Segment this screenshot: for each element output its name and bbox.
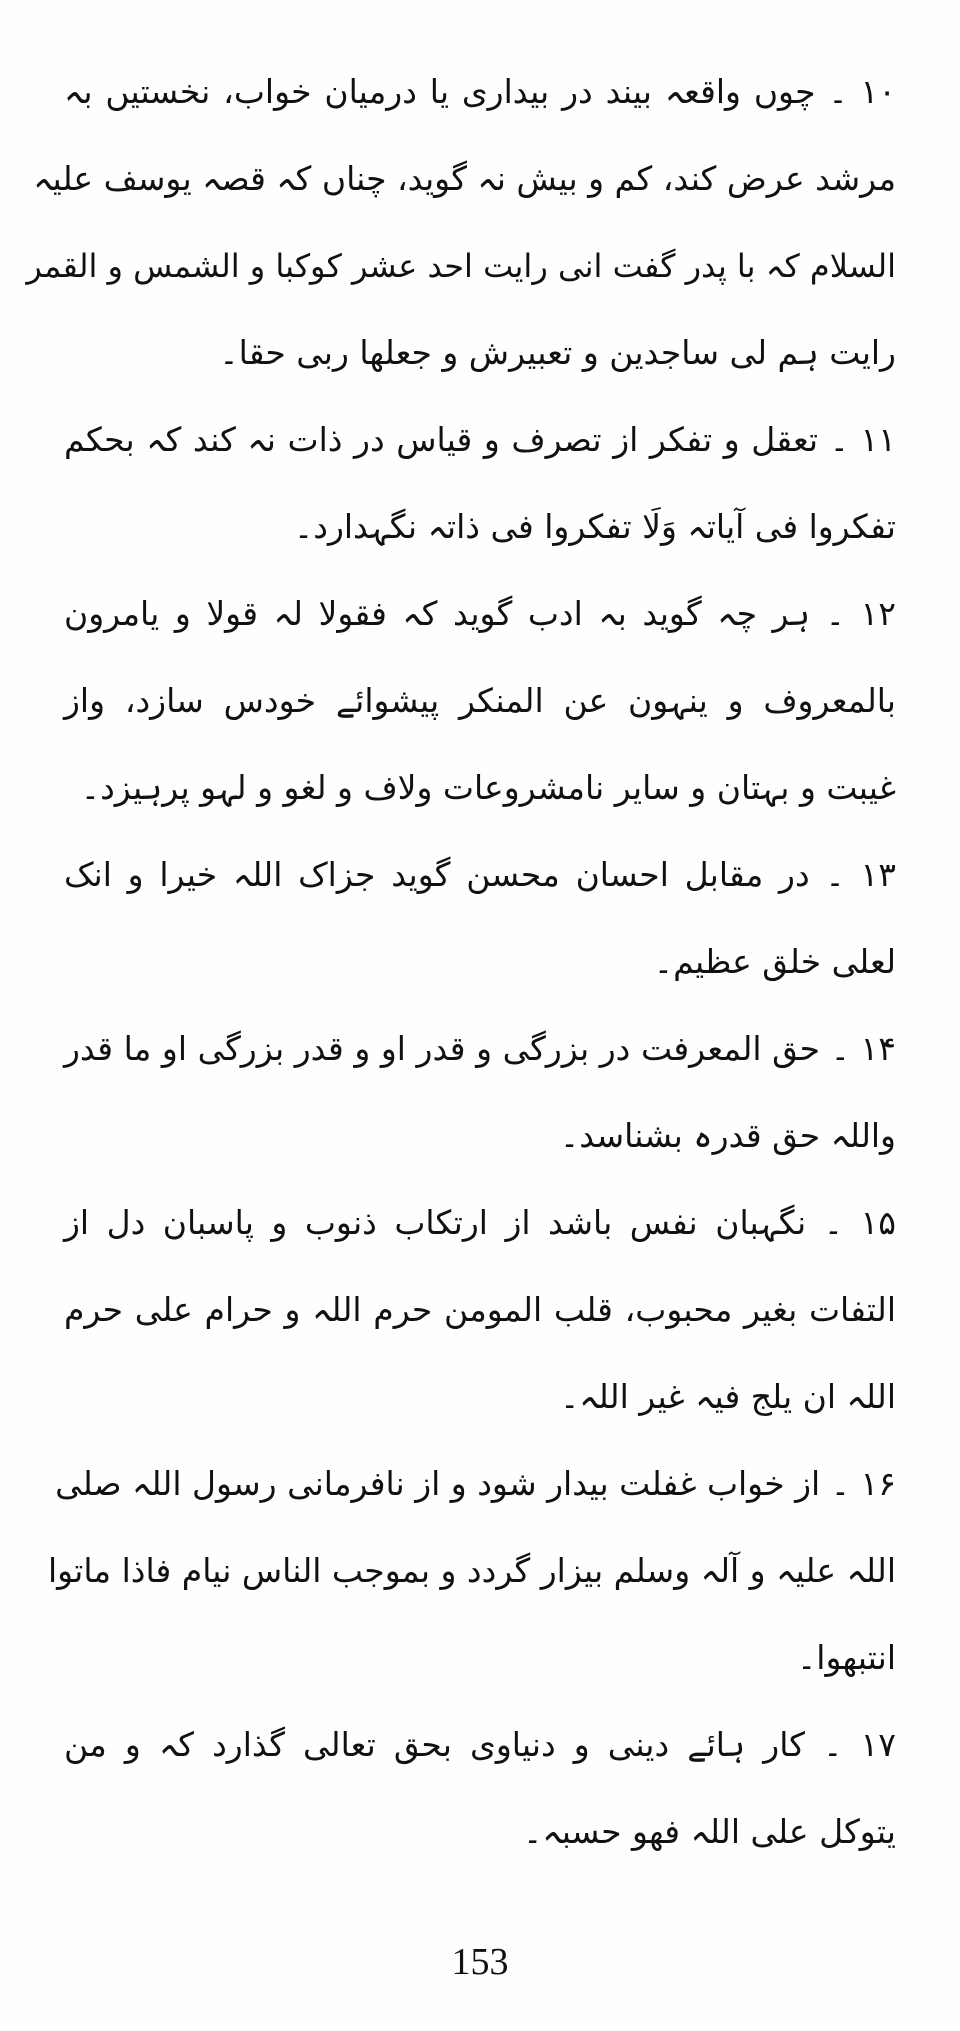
text-line-13: واللہ حق قدرہ بشناسد۔	[559, 1116, 896, 1155]
text-line-17: ۱۶ ۔ از خواب غفلت بیدار شود و از نافرمانی رسول اللہ صلی	[55, 1464, 896, 1503]
text-line-20: ۱۷ ۔ کار ہائے دینی و دنیاوی بحق تعالی گذارد کہ و من	[64, 1725, 896, 1764]
text-line-3: السلام کہ با پدر گفت انی رایت احد عشر کوکبا و الشمس و القمر	[26, 247, 896, 285]
text-line-7: ۱۲ ۔ ہر چہ گوید بہ ادب گوید کہ فقولا لہ قولا و یامرون	[64, 594, 896, 633]
text-line-8: بالمعروف و ینہون عن المنکر پیشوائے خودس سازد، واز	[64, 681, 896, 720]
text-line-2: مرشد عرض کند، کم و بیش نہ گوید، چناں کہ قصہ یوسف علیہ	[33, 159, 896, 198]
text-line-12: ۱۴ ۔ حق المعرفت در بزرگی و قدر او و قدر بزرگی او ما قدر	[64, 1029, 896, 1068]
text-line-11: لعلی خلق عظیم۔	[653, 942, 896, 981]
text-line-5: ۱۱ ۔ تعقل و تفکر از تصرف و قیاس در ذات نہ کند کہ بحکم	[64, 420, 896, 459]
page-number: 153	[451, 1941, 509, 1983]
text-line-9: غیبت و بہتان و سایر نامشروعات ولاف و لغو و لہو پرہیزد۔	[80, 768, 896, 807]
text-line-16: اللہ ان یلج فیہ غیر اللہ۔	[559, 1377, 896, 1416]
text-line-4: رایت ہم لی ساجدین و تعبیرش و جعلھا ربی حقا۔	[219, 333, 896, 372]
text-line-14: ۱۵ ۔ نگہبان نفس باشد از ارتکاب ذنوب و پاسبان دل از	[64, 1203, 896, 1242]
text-line-21: یتوکل علی اللہ فھو حسبہ۔	[523, 1812, 896, 1851]
text-line-15: التفات بغیر محبوب، قلب المومن حرم اللہ و حرام علی حرم	[64, 1290, 896, 1329]
text-line-6: تفکروا فی آیاتہ وَلَا تفکروا فی ذاتہ نگہدارد۔	[293, 507, 896, 546]
text-line-18: اللہ علیہ و آلہ وسلم بیزار گردد و بموجب الناس نیام فاذا ماتوا	[47, 1551, 896, 1590]
text-line-1: ۱۰ ۔ چوں واقعہ بیند در بیداری یا درمیان خواب، نخستیں بہ	[64, 72, 896, 111]
text-line-19: انتبھوا۔	[796, 1638, 896, 1677]
text-line-10: ۱۳ ۔ در مقابل احسان محسن گوید جزاک اللہ خیرا و انک	[64, 855, 896, 894]
